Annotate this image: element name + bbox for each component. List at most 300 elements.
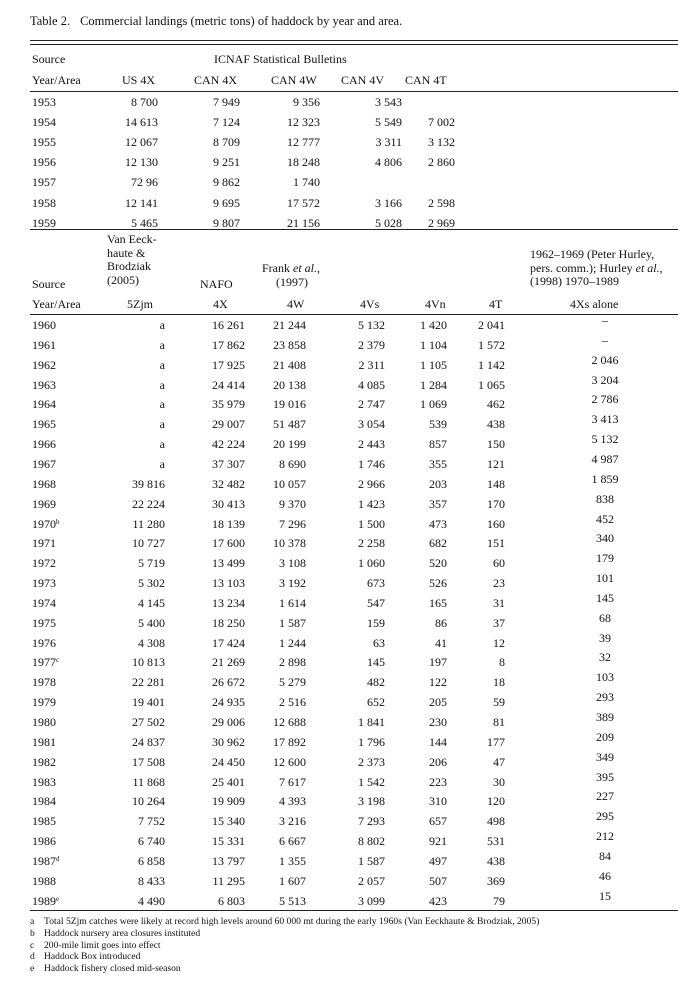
value-cell: 10 813 <box>132 655 165 670</box>
year-cell <box>32 675 56 689</box>
value-cell: 1 355 <box>279 853 306 868</box>
value-cell: 41 <box>435 635 447 650</box>
value-cell: 9 807 <box>213 215 240 230</box>
source-hurley <box>530 248 663 289</box>
section2-source-label: Source <box>32 277 66 291</box>
bottom-rule <box>30 910 678 911</box>
value-cell: 1 572 <box>478 337 505 352</box>
value-cell: 29 007 <box>212 417 245 432</box>
value-cell: a <box>159 417 165 432</box>
value-cell: 8 802 <box>358 834 385 849</box>
value-cell: 16 261 <box>212 318 245 332</box>
source-line: Van Eeck- <box>107 232 157 246</box>
footnote-marker: d <box>56 854 60 863</box>
value-cell-4xs: 103 <box>596 670 614 685</box>
value-cell: 145 <box>367 655 385 670</box>
column-header: 4T <box>489 297 503 311</box>
column-header: CAN 4V <box>341 73 385 87</box>
year-cell <box>32 517 60 531</box>
value-cell: 1 500 <box>358 516 385 531</box>
value-cell: 2 379 <box>358 337 385 352</box>
value-cell: 37 <box>493 615 505 630</box>
value-cell: 86 <box>435 615 447 630</box>
value-cell: 11 295 <box>212 873 245 888</box>
value-cell: 42 224 <box>212 437 245 452</box>
section2-year-area-label: Year/Area <box>32 297 81 311</box>
year-cell <box>32 417 56 431</box>
value-cell: 497 <box>429 853 447 868</box>
value-cell: 20 199 <box>273 437 306 452</box>
value-cell: 482 <box>367 675 385 690</box>
section1-source-label: Source <box>32 52 66 66</box>
value-cell: 17 508 <box>132 754 165 769</box>
value-cell: 857 <box>429 437 447 452</box>
value-cell: 438 <box>487 853 505 868</box>
value-cell-4xs: 84 <box>599 848 611 863</box>
table-title-text: Commercial landings (metric tons) of haddock by year and area. <box>80 14 403 28</box>
value-cell: 3 192 <box>279 576 306 591</box>
value-cell: 18 <box>493 675 505 690</box>
value-cell: 4 490 <box>138 893 165 908</box>
year-text: 1965 <box>32 417 56 432</box>
value-cell-4xs: 209 <box>596 729 614 744</box>
value-cell: 682 <box>429 536 447 551</box>
value-cell: 9 251 <box>213 155 240 170</box>
value-cell-4xs: 101 <box>596 571 614 586</box>
value-cell-4xs: – <box>602 313 608 327</box>
footnote <box>30 951 140 962</box>
value-cell: 1 614 <box>279 595 306 610</box>
value-cell: 2 598 <box>428 195 455 210</box>
value-cell: 8 709 <box>213 135 240 150</box>
source-nafo: NAFO <box>200 277 233 291</box>
year-cell <box>32 755 56 769</box>
value-cell: 5 302 <box>138 576 165 591</box>
value-cell: 4 085 <box>358 377 385 392</box>
top-rule-double <box>30 44 678 45</box>
value-cell: 12 <box>493 635 505 650</box>
value-cell: 5 719 <box>138 556 165 571</box>
value-cell: 79 <box>493 893 505 908</box>
value-cell: a <box>159 397 165 412</box>
value-cell: a <box>159 456 165 471</box>
value-cell: 526 <box>429 576 447 591</box>
year-cell <box>32 378 56 392</box>
year-cell: 1955 <box>32 135 56 150</box>
value-cell: 8 433 <box>138 873 165 888</box>
value-cell: 10 057 <box>273 476 306 491</box>
value-cell: 21 408 <box>273 357 306 372</box>
value-cell-4xs: 5 132 <box>591 432 619 447</box>
value-cell: 355 <box>429 456 447 471</box>
value-cell: a <box>159 377 165 392</box>
value-cell: 423 <box>429 893 447 908</box>
value-cell: 13 234 <box>212 595 245 610</box>
value-cell: 11 280 <box>132 516 165 531</box>
value-cell: 12 777 <box>287 135 320 150</box>
year-text: 1984 <box>32 794 56 809</box>
value-cell: 1 060 <box>358 556 385 571</box>
footnote-text: 200-mile limit goes into effect <box>44 939 161 951</box>
value-cell: 21 244 <box>273 318 306 332</box>
value-cell: 17 925 <box>212 357 245 372</box>
value-cell: 3 166 <box>375 195 402 210</box>
year-cell <box>32 894 59 908</box>
year-text: 1972 <box>32 556 56 571</box>
footnote <box>30 916 539 927</box>
value-cell: 7 617 <box>279 774 306 789</box>
value-cell: 15 340 <box>212 814 245 829</box>
year-text: 1962 <box>32 357 56 372</box>
value-cell-4xs: 179 <box>596 551 614 566</box>
value-cell: 673 <box>367 576 385 591</box>
year-cell <box>32 636 56 650</box>
value-cell: 1 587 <box>279 615 306 630</box>
year-cell <box>32 437 56 451</box>
value-cell: 13 797 <box>212 853 245 868</box>
column-header: 4W <box>287 297 305 311</box>
value-cell: 18 250 <box>212 615 245 630</box>
value-cell: 13 103 <box>212 576 245 591</box>
value-cell: 3 054 <box>358 417 385 432</box>
footnote-text: Haddock fishery closed mid-season <box>44 963 181 975</box>
value-cell-4xs: 3 204 <box>591 372 619 387</box>
value-cell: 2 516 <box>279 695 306 710</box>
year-cell <box>32 735 56 749</box>
year-cell: 1957 <box>32 175 56 190</box>
year-cell <box>32 596 56 610</box>
value-cell-4xs: 340 <box>596 531 614 546</box>
value-cell: 8 <box>499 655 505 670</box>
column-header: CAN 4W <box>271 73 317 87</box>
value-cell: 7 293 <box>358 814 385 829</box>
source-line: (1997) <box>276 274 308 289</box>
value-cell: 24 837 <box>132 734 165 749</box>
value-cell: 19 016 <box>273 397 306 412</box>
value-cell: 921 <box>429 834 447 849</box>
footnote <box>30 963 181 974</box>
value-cell: 7 002 <box>428 115 455 130</box>
value-cell: 438 <box>487 417 505 432</box>
year-cell: 1959 <box>32 215 56 230</box>
column-header: CAN 4X <box>194 73 238 87</box>
value-cell: 177 <box>487 734 505 749</box>
year-text: 1977 <box>32 655 56 670</box>
value-cell-4xs: 1 859 <box>591 471 619 486</box>
value-cell: 30 413 <box>212 496 245 511</box>
year-text: 1976 <box>32 635 56 650</box>
value-cell: 657 <box>429 814 447 829</box>
value-cell: 18 248 <box>287 155 320 170</box>
value-cell: 24 414 <box>212 377 245 392</box>
value-cell: 170 <box>487 496 505 511</box>
footnote-text: Haddock Box introduced <box>44 951 141 963</box>
year-cell <box>32 695 56 709</box>
year-cell <box>32 536 56 550</box>
footnote-text: Haddock nursery area closures instituted <box>44 927 201 939</box>
year-text: 1968 <box>32 476 56 491</box>
value-cell: 1 142 <box>478 357 505 372</box>
year-text: 1975 <box>32 615 56 630</box>
value-cell: 1 244 <box>279 635 306 650</box>
value-cell: 5 400 <box>138 615 165 630</box>
value-cell: 7 124 <box>213 115 240 130</box>
value-cell: a <box>159 337 165 352</box>
year-text: 1979 <box>32 695 56 710</box>
value-cell: 5 549 <box>375 115 402 130</box>
value-cell: 51 487 <box>273 417 306 432</box>
value-cell: 31 <box>493 595 505 610</box>
year-cell <box>32 794 56 808</box>
value-cell: 9 695 <box>213 195 240 210</box>
value-cell: 652 <box>367 695 385 710</box>
value-cell: 14 613 <box>125 115 158 130</box>
value-cell: 203 <box>429 476 447 491</box>
section1-header-rule <box>30 91 678 92</box>
year-cell <box>32 616 56 630</box>
value-cell: 3 108 <box>279 556 306 571</box>
value-cell: 531 <box>487 834 505 849</box>
value-cell: 1 423 <box>358 496 385 511</box>
value-cell: 7 752 <box>138 814 165 829</box>
value-cell: 10 727 <box>132 536 165 551</box>
value-cell: 15 331 <box>212 834 245 849</box>
source-line: 1962–1969 (Peter Hurley, <box>530 247 655 261</box>
source-line: haute & <box>107 245 146 260</box>
value-cell: 12 688 <box>273 715 306 729</box>
source-frank <box>262 262 320 289</box>
value-cell: 2 747 <box>358 397 385 412</box>
value-cell: 11 868 <box>132 774 165 789</box>
value-cell: 5 132 <box>358 318 385 332</box>
value-cell: 24 450 <box>212 754 245 769</box>
value-cell: 6 740 <box>138 834 165 849</box>
year-cell <box>32 715 56 729</box>
value-cell: 8 700 <box>131 95 158 109</box>
value-cell: 3 216 <box>279 814 306 829</box>
value-cell: 148 <box>487 476 505 491</box>
column-header: 5Zjm <box>127 297 153 311</box>
value-cell: 547 <box>367 595 385 610</box>
value-cell: 357 <box>429 496 447 511</box>
value-cell: 6 667 <box>279 834 306 849</box>
column-header: US 4X <box>122 73 156 87</box>
value-cell: 2 443 <box>358 437 385 452</box>
value-cell: 1 587 <box>358 853 385 868</box>
value-cell: 17 600 <box>212 536 245 551</box>
value-cell: 121 <box>487 456 505 471</box>
value-cell: 10 378 <box>273 536 306 551</box>
value-cell: 462 <box>487 397 505 412</box>
value-cell: 24 935 <box>212 695 245 710</box>
year-cell <box>32 814 56 828</box>
value-cell: 12 323 <box>287 115 320 130</box>
value-cell: 2 311 <box>358 357 385 372</box>
year-text: 1986 <box>32 834 56 849</box>
value-cell: 12 141 <box>125 195 158 210</box>
year-text: 1987 <box>32 853 56 868</box>
value-cell: 1 420 <box>420 318 447 332</box>
value-cell: 165 <box>429 595 447 610</box>
footnote <box>30 928 200 939</box>
value-cell: 23 858 <box>273 337 306 352</box>
year-text: 1964 <box>32 397 56 412</box>
footnote-mark: b <box>30 927 35 939</box>
value-cell: 17 424 <box>212 635 245 650</box>
year-cell <box>32 338 56 352</box>
value-cell: 3 543 <box>375 95 402 109</box>
value-cell: 160 <box>487 516 505 531</box>
footnote-mark: e <box>30 963 35 975</box>
value-cell: 30 962 <box>212 734 245 749</box>
value-cell: 1 746 <box>358 456 385 471</box>
year-cell <box>32 576 56 590</box>
value-cell-4xs: 2 046 <box>591 352 619 367</box>
year-cell <box>32 834 56 848</box>
column-header: 4Vn <box>425 297 446 311</box>
value-cell: 60 <box>493 556 505 571</box>
year-cell <box>32 655 59 669</box>
value-cell-4xs: 227 <box>596 789 614 804</box>
top-rule <box>30 40 678 41</box>
value-cell: 7 949 <box>213 95 240 109</box>
value-cell: 17 862 <box>212 337 245 352</box>
value-cell: 20 138 <box>273 377 306 392</box>
value-cell-4xs: 293 <box>596 690 614 705</box>
column-header: 4X <box>213 297 228 311</box>
value-cell-4xs: 3 413 <box>591 412 619 427</box>
footnote-marker: c <box>56 656 60 665</box>
year-cell <box>32 318 56 332</box>
value-cell: 1 542 <box>358 774 385 789</box>
value-cell: 27 502 <box>132 715 165 729</box>
value-cell: 1 104 <box>420 337 447 352</box>
section1-year-area-label: Year/Area <box>32 73 81 87</box>
value-cell-4xs: – <box>602 332 608 347</box>
value-cell-4xs: 145 <box>596 590 614 605</box>
value-cell: 2 373 <box>358 754 385 769</box>
value-cell: 539 <box>429 417 447 432</box>
value-cell: 12 130 <box>125 155 158 170</box>
source-vaneeckhaute <box>107 233 157 287</box>
value-cell: 2 041 <box>478 318 505 332</box>
value-cell: 17 892 <box>273 734 306 749</box>
value-cell: 39 816 <box>132 476 165 491</box>
year-text: 1969 <box>32 496 56 511</box>
value-cell: 473 <box>429 516 447 531</box>
value-cell: 310 <box>429 794 447 809</box>
footnote-marker: b <box>56 517 60 526</box>
value-cell-4xs: 389 <box>596 710 614 724</box>
value-cell: 5 513 <box>279 893 306 908</box>
value-cell: 4 806 <box>375 155 402 170</box>
value-cell: 22 281 <box>132 675 165 690</box>
value-cell: 21 156 <box>287 215 320 230</box>
value-cell: 2 258 <box>358 536 385 551</box>
source-line: pers. comm.); Hurley et al., <box>530 260 663 275</box>
value-cell: 4 308 <box>138 635 165 650</box>
value-cell: 1 740 <box>293 175 320 190</box>
value-cell: a <box>159 437 165 452</box>
value-cell: 1 607 <box>279 873 306 888</box>
value-cell: 2 898 <box>279 655 306 670</box>
year-cell: 1958 <box>32 195 56 210</box>
value-cell: 7 296 <box>279 516 306 531</box>
value-cell: 30 <box>493 774 505 789</box>
value-cell: 2 969 <box>428 215 455 230</box>
value-cell: 5 028 <box>375 215 402 230</box>
value-cell: a <box>159 357 165 372</box>
value-cell-4xs: 39 <box>599 630 611 645</box>
value-cell: 4 393 <box>279 794 306 809</box>
footnote <box>30 940 161 951</box>
year-text: 1989 <box>32 893 56 908</box>
source-line: Frank et al., <box>262 261 320 275</box>
value-cell-4xs: 838 <box>596 491 614 506</box>
value-cell-4xs: 4 987 <box>591 451 619 466</box>
value-cell: 369 <box>487 873 505 888</box>
year-text: 1963 <box>32 377 56 392</box>
table-caption: Table 2. <box>30 14 71 28</box>
value-cell-4xs: 295 <box>596 809 614 824</box>
value-cell: 144 <box>429 734 447 749</box>
value-cell: 1 069 <box>420 397 447 412</box>
value-cell: 122 <box>429 675 447 690</box>
value-cell: 1 105 <box>420 357 447 372</box>
value-cell: 63 <box>373 635 385 650</box>
year-cell <box>32 457 56 471</box>
value-cell: 223 <box>429 774 447 789</box>
year-text: 1973 <box>32 576 56 591</box>
year-cell <box>32 556 56 570</box>
value-cell: 1 065 <box>478 377 505 392</box>
year-text: 1971 <box>32 536 56 551</box>
value-cell: 4 145 <box>138 595 165 610</box>
value-cell: 8 690 <box>279 456 306 471</box>
value-cell: 13 499 <box>212 556 245 571</box>
footnote-marker: e <box>56 894 60 903</box>
value-cell: 5 465 <box>131 215 158 230</box>
value-cell: 12 067 <box>125 135 158 150</box>
year-text: 1985 <box>32 814 56 829</box>
year-text: 1981 <box>32 734 56 749</box>
value-cell-4xs: 452 <box>596 511 614 526</box>
value-cell: 6 858 <box>138 853 165 868</box>
value-cell: 72 96 <box>131 175 158 190</box>
value-cell: 150 <box>487 437 505 452</box>
value-cell: 9 862 <box>213 175 240 190</box>
year-text: 1988 <box>32 873 56 888</box>
value-cell-4xs: 2 786 <box>591 392 619 407</box>
value-cell-4xs: 46 <box>599 868 611 883</box>
value-cell: 120 <box>487 794 505 809</box>
value-cell: 3 099 <box>358 893 385 908</box>
value-cell: a <box>159 318 165 332</box>
value-cell: 507 <box>429 873 447 888</box>
year-cell <box>32 397 56 411</box>
year-text: 1967 <box>32 456 56 471</box>
year-text: 1966 <box>32 437 56 452</box>
year-text: 1983 <box>32 774 56 789</box>
source-line: (1998) 1970–1989 <box>530 274 619 288</box>
year-text: 1978 <box>32 675 56 690</box>
year-text: 1974 <box>32 595 56 610</box>
year-cell <box>32 497 56 511</box>
value-cell: 10 264 <box>132 794 165 809</box>
year-text: 1960 <box>32 318 56 332</box>
value-cell: 9 370 <box>279 496 306 511</box>
footnote-mark: c <box>30 939 35 951</box>
